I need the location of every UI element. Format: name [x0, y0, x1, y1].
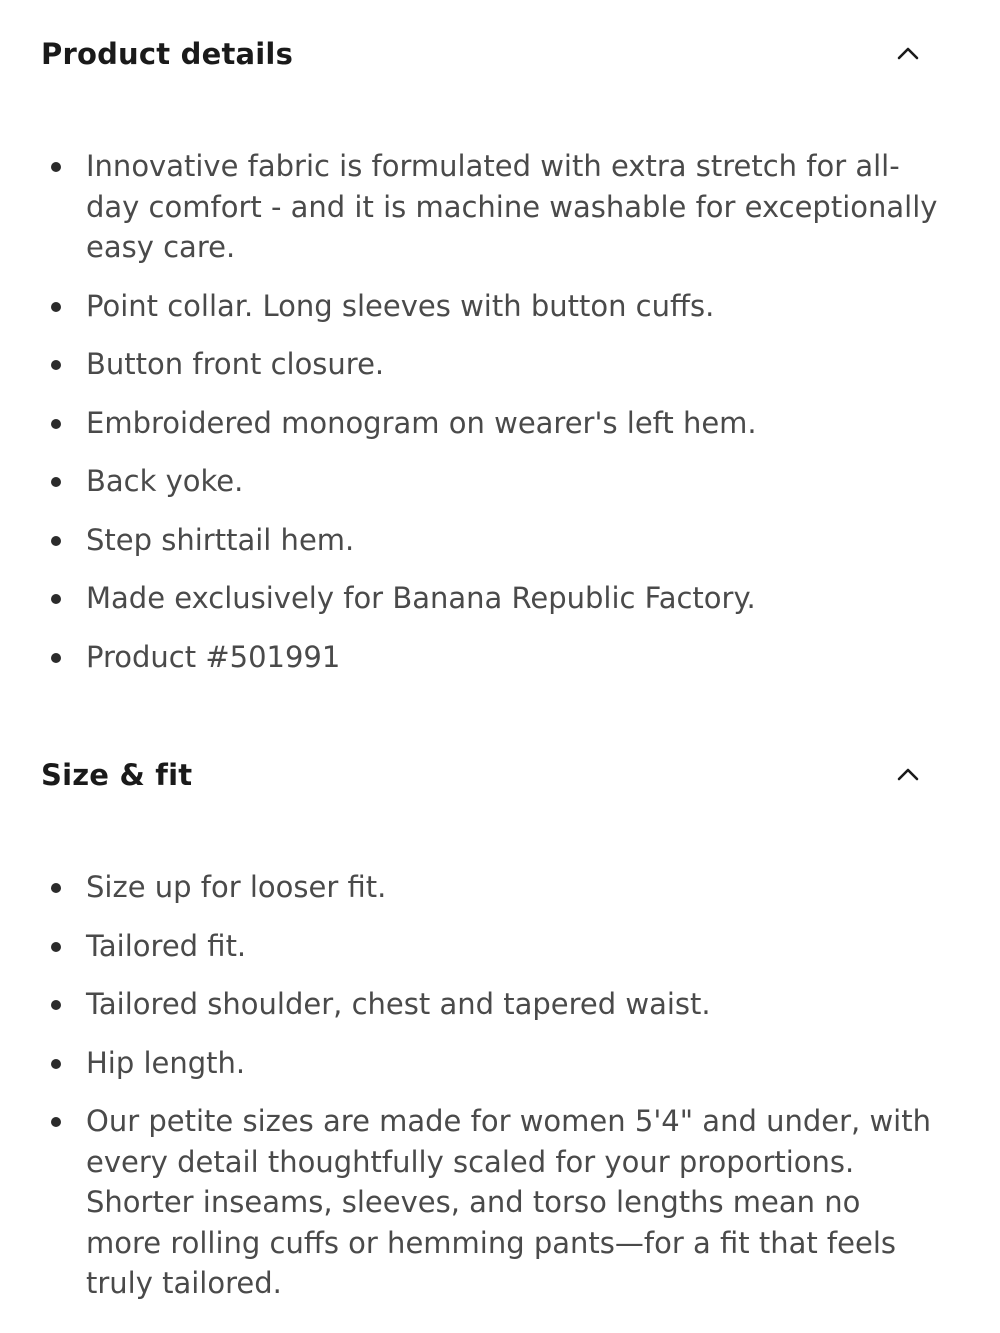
product-details-title: Product details — [41, 37, 294, 71]
chevron-up-icon[interactable] — [893, 40, 923, 66]
list-item-text: Point collar. Long sleeves with button cuffs. — [86, 288, 715, 323]
list-item-text: Tailored fit. — [86, 928, 247, 963]
bullet-icon — [51, 419, 61, 429]
bullet-icon — [51, 942, 61, 952]
size-fit-list — [0, 867, 1000, 1304]
list-item — [0, 146, 1000, 268]
list-item — [0, 1101, 1000, 1304]
list-item — [0, 286, 1000, 327]
list-item-text: Tailored shoulder, chest and tapered waist. — [86, 987, 711, 1021]
list-item — [0, 867, 1000, 908]
list-item-text: Made exclusively for Banana Republic Factory. — [86, 581, 756, 615]
list-item-text: Embroidered monogram on wearer's left hem. — [86, 405, 757, 440]
list-item — [0, 926, 1000, 967]
list-item — [0, 520, 1000, 561]
list-item-text: Size up for looser fit. — [86, 870, 387, 904]
bullet-icon — [51, 477, 61, 487]
bullet-icon — [51, 653, 61, 663]
list-item-text: Innovative fabric is formulated with extra stretch for all-day comfort - and it is machine washable for exceptionally easy care. — [86, 149, 938, 264]
size-fit-header[interactable] — [0, 721, 1000, 831]
list-item-text: Hip length. — [86, 1045, 246, 1080]
list-item — [0, 578, 1000, 619]
list-item — [0, 984, 1000, 1025]
size-fit-title: Size & fit — [41, 758, 193, 792]
bullet-icon — [51, 1059, 61, 1069]
product-details-header[interactable] — [0, 0, 1000, 110]
list-item — [0, 1043, 1000, 1084]
list-item — [0, 461, 1000, 502]
list-item-text: Our petite sizes are made for women 5'4" and under, with every detail thoughtfully scaled for your proportions. Shorter inseams, sleeves, and torso lengths mean no more rolling cuffs or hemming pants—for a fit that feels truly tailored. — [86, 1104, 931, 1300]
chevron-up-icon[interactable] — [893, 761, 923, 787]
list-item — [0, 403, 1000, 444]
list-item-text: Product #501991 — [86, 639, 341, 674]
list-item — [0, 344, 1000, 385]
bullet-icon — [51, 883, 61, 893]
list-item-text: Button front closure. — [86, 347, 385, 381]
list-item-text: Step shirttail hem. — [86, 522, 355, 557]
bullet-icon — [51, 162, 61, 172]
bullet-icon — [51, 1000, 61, 1010]
list-item — [0, 637, 1000, 678]
bullet-icon — [51, 360, 61, 370]
list-item-text: Back yoke. — [86, 464, 244, 498]
bullet-icon — [51, 302, 61, 312]
size-fit-section — [0, 721, 1000, 1304]
product-details-list — [0, 146, 1000, 677]
bullet-icon — [51, 536, 61, 546]
bullet-icon — [51, 1117, 61, 1127]
bullet-icon — [51, 594, 61, 604]
